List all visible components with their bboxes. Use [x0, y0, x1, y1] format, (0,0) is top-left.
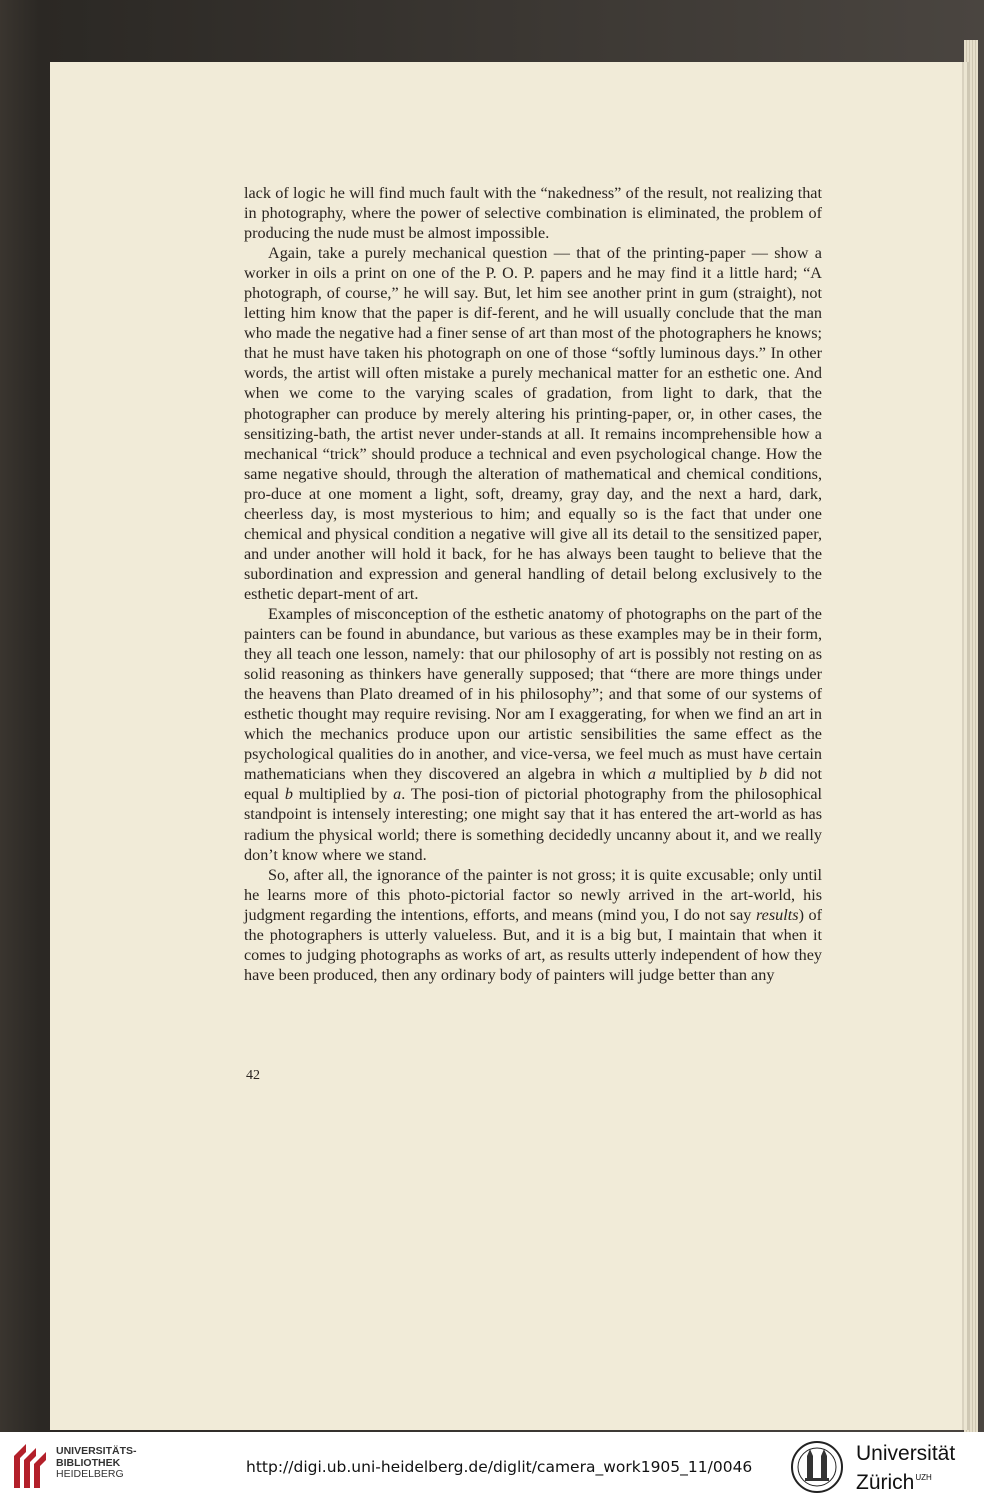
body-text [244, 183, 822, 985]
paragraph-2: Again, take a purely mechanical question — that of the printing-paper — show a worker in oils a print on one of the P. O. P. papers and he may find it a little hard; “A photograph, of course,” he will say. But, let him see another print in gum (straight), not letting him know that the paper is dif-ferent, and he will usually conclude that the man who made the negative had a finer sense of art than most of the photographers he knows; that he must have taken his photograph on one of those “softly luminous days.” In other words, the artist will often mistake a purely mechanical matter for an esthetic one. And when we come to the varying scales of gradation, from light to dark, that the photographer can produce by merely altering his printing-paper, or, in other cases, the sensitizing-bath, the artist never under-stands at all. It remains incomprehensible how a mechanical “trick” should produce a technical and even psychological change. How the same negative should, through the alteration of mathematical and chemical conditions, pro-duce at one moment a light, soft, dreamy, gray day, and the next a hard, dark, cheerless day, is most mysterious to him; and equally so is the fact that under one chemical and physical condition a negative will give all its detail to the sensitized paper, and under another will hold it back, for he has always been taught to believe that the subordination and expression and general handling of detail belong exclusively to the esthetic depart-ment of art. [244, 244, 822, 603]
university-city: Zürich [856, 1471, 915, 1494]
italic-results: results [755, 905, 799, 924]
paragraph-1: lack of logic he will find much fault with the “nakedness” of the result, not realizing that in photography, where the power of selective combination is eliminated, the problem of producing the nude must be almost impossible. [244, 184, 822, 243]
variable-a-2: a [393, 785, 402, 804]
paragraph-4-main: So, after all, the ignorance of the painter is not gross; it is quite excusable; only until he learns more of this photo-pictorial factor so newly arrived in the art-world, his judgment regarding the intentions, efforts, and means (mind you, I do not say [244, 865, 822, 924]
library-name [56, 1446, 137, 1481]
page-number: 42 [246, 1068, 260, 1083]
paragraph-3-mid2: did not equal [244, 765, 823, 804]
variable-a: a [647, 765, 656, 784]
footer-bar [0, 1432, 984, 1502]
paragraph-3-mid1: multiplied by [655, 765, 759, 784]
paragraph-3-mid3: multiplied by [292, 785, 394, 804]
paragraph-3-main: Examples of misconception of the esthetic anatomy of photographs on the part of the painters can be found in abundance, but various as these examples may be in their form, they all teach one lesson, namely: that our philosophy of art is possibly not resting on as solid reasoning as thinkers have generally supposed; that “there are more things under the heavens than Plato dreamed of in his philosophy”; and that some of our systems of esthetic thought may require revising. Nor am I exaggerating, for when we find an art in which the mechanics produce upon our artistic sensibilities the same effect as the psychological qualities do in another, and vice-versa, we feel much as must have certain mathematicians when they discovered an algebra in which [244, 604, 822, 784]
paragraph-3-tail: . The posi-tion of pictorial photography from the philosophical standpoint is intensely interesting; one might say that it has entered the art-world as has radium the physical world; there is something decidedly uncanny about it, and we really don’t know where we stand. [244, 785, 823, 864]
university-name [856, 1442, 955, 1495]
library-logo-icon [10, 1442, 50, 1490]
paragraph-4-tail: ) of the photographers is utterly valueless. But, and it is a big but, I maintain that when it comes to judging photographs as works of art, as results utterly independent of how they have been produced, then any ordinary body of painters will judge better than any [244, 905, 823, 984]
paragraph-4 [244, 865, 822, 985]
university-seal-icon [790, 1440, 844, 1494]
paragraph-3 [244, 604, 822, 865]
library-line-1: UNIVERSITÄTS- [56, 1445, 137, 1457]
university-abbrev: UZH [915, 1473, 932, 1482]
library-line-3: HEIDELBERG [56, 1468, 124, 1480]
university-line-1: Universität [856, 1442, 956, 1465]
variable-b: b [759, 765, 768, 784]
library-line-2: BIBLIOTHEK [56, 1456, 121, 1469]
page-edge [964, 40, 978, 1432]
permalink-url[interactable]: http://digi.ub.uni-heidelberg.de/diglit/camera_work1905_11/0046 [246, 1458, 753, 1476]
university-line-2 [856, 1466, 955, 1495]
variable-b-2: b [284, 785, 293, 804]
